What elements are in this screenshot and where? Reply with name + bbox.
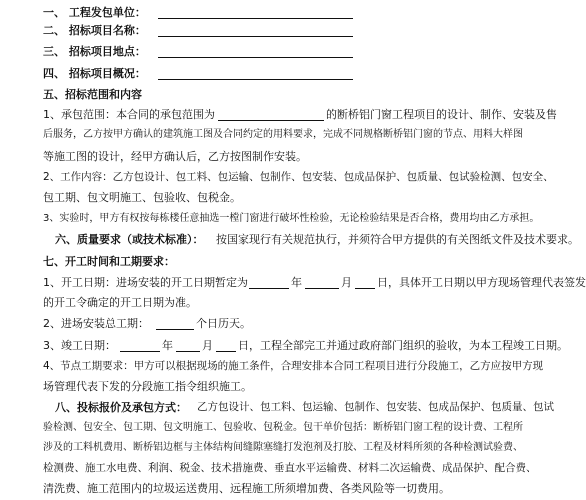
s7-end-month-label: 月 [202,339,213,352]
field-blank-project-name [158,25,353,37]
s5-item-2-line2: 包工期、包文明施工、包验收、包税金。 [43,191,241,204]
s7-item-2-end: 个日历天。 [196,317,251,330]
s5-item-1-end: 的断桥铝门窗工程项目的设计、制作、安装及售 [326,108,557,121]
s7-item-3-end: 日，工程全部完工并通过政府部门组织的验收，为本工程竣工日期。 [238,339,568,352]
s7-item-4-line1: 4、节点工期要求：甲方可以根据现场的施工条件，合理安排本合同工程项目进行分段施工，乙方应按甲方现 [43,360,544,372]
s7-start-month-label: 月 [341,276,352,289]
s7-end-year-label: 年 [162,339,173,352]
s7-end-month-blank [176,340,200,352]
s7-start-day-blank [355,277,375,289]
field-label-project-overview: 四、 招标项目概况： [43,67,146,80]
field-label-contractor: 一、 工程发包单位： [43,6,146,19]
section-7-title: 七、开工时间和工期要求： [43,255,175,268]
s5-item-2-line1: 2、工作内容：乙方包设计、包工料、包运输、包制作、包安装、包成品保护、包质量、包试验检测、包安全、 [43,171,554,183]
s8-line-3: 涉及的工料机费用、断桥铝边框与主体结构间缝隙塞缝打发泡剂及打胶、工程及材料所须的各种检测试验费、 [43,442,523,453]
field-blank-contractor [158,7,353,19]
field-blank-project-overview [158,68,353,80]
s7-item-4-line2: 场管理代表下发的分段施工指令组织施工。 [43,380,252,393]
s5-item-1-line3: 等施工图的设计，经甲方确认后，乙方按图制作安装。 [43,150,307,163]
section-6-label: 六、质量要求（或技术标准）： [55,233,204,246]
s7-item-3-start: 3、竣工日期： [43,339,116,352]
s7-start-year-blank [249,277,289,289]
field-label-project-location: 三、 招标项目地点： [43,45,146,58]
section-6-text: 按国家现行有关规范执行，并须符合甲方提供的有关图纸文件及技术要求。 [216,233,579,246]
s7-end-year-blank [120,340,160,352]
s7-start-year-label: 年 [291,276,302,289]
s8-line-4: 检测费、施工水电费、利润、税金、技术措施费、垂直水平运输费、材料二次运输费、成品保护、配合费、 [43,462,537,474]
s7-start-month-blank [305,277,339,289]
s7-item-1-end: 日，具体开工日期以甲方现场管理代表签发 [377,276,586,289]
s7-item-2-start: 2、进场安装总工期： [43,317,149,330]
s7-end-day-blank [216,340,236,352]
field-label-project-name: 二、 招标项目名称： [43,24,146,37]
s5-scope-blank [218,109,324,121]
section-8-label: 八、投标报价及承包方式： [55,401,187,414]
s8-line-2: 验检测、包安全、包工期、包文明施工、包验收、包税金。包干单价包括：断桥铝门窗工程的设计费、工程所 [43,422,523,433]
s8-line-1: 乙方包设计、包工料、包运输、包制作、包安装、包成品保护、包质量、包试 [197,401,554,413]
section-5-title: 五、招标范围和内容 [43,88,142,101]
field-blank-project-location [158,46,353,58]
s7-duration-blank [156,318,194,330]
s5-item-3: 3、实验时，甲方有权按每栋楼任意抽选一樘门窗进行破坏性检验，无论检验结果是否合格，费用均由乙方承担。 [43,213,540,224]
s7-item-1-start: 1、开工日期：进场安装的开工日期暂定为 [43,276,248,289]
s5-item-1-start: 1、承包范围：本合同的承包范围为 [43,108,215,121]
s5-item-1-line2: 后服务，乙方按甲方确认的建筑施工图及合同约定的用料要求，完成不同规格断桥铝门窗的节点、用料大样图 [43,129,523,140]
s8-line-5: 清洗费、施工范围内的垃圾运送费用、远程施工所须增加费、各类风险等一切费用。 [43,482,450,495]
s7-item-1-line2: 的开工令确定的开工日期为准。 [43,296,197,309]
